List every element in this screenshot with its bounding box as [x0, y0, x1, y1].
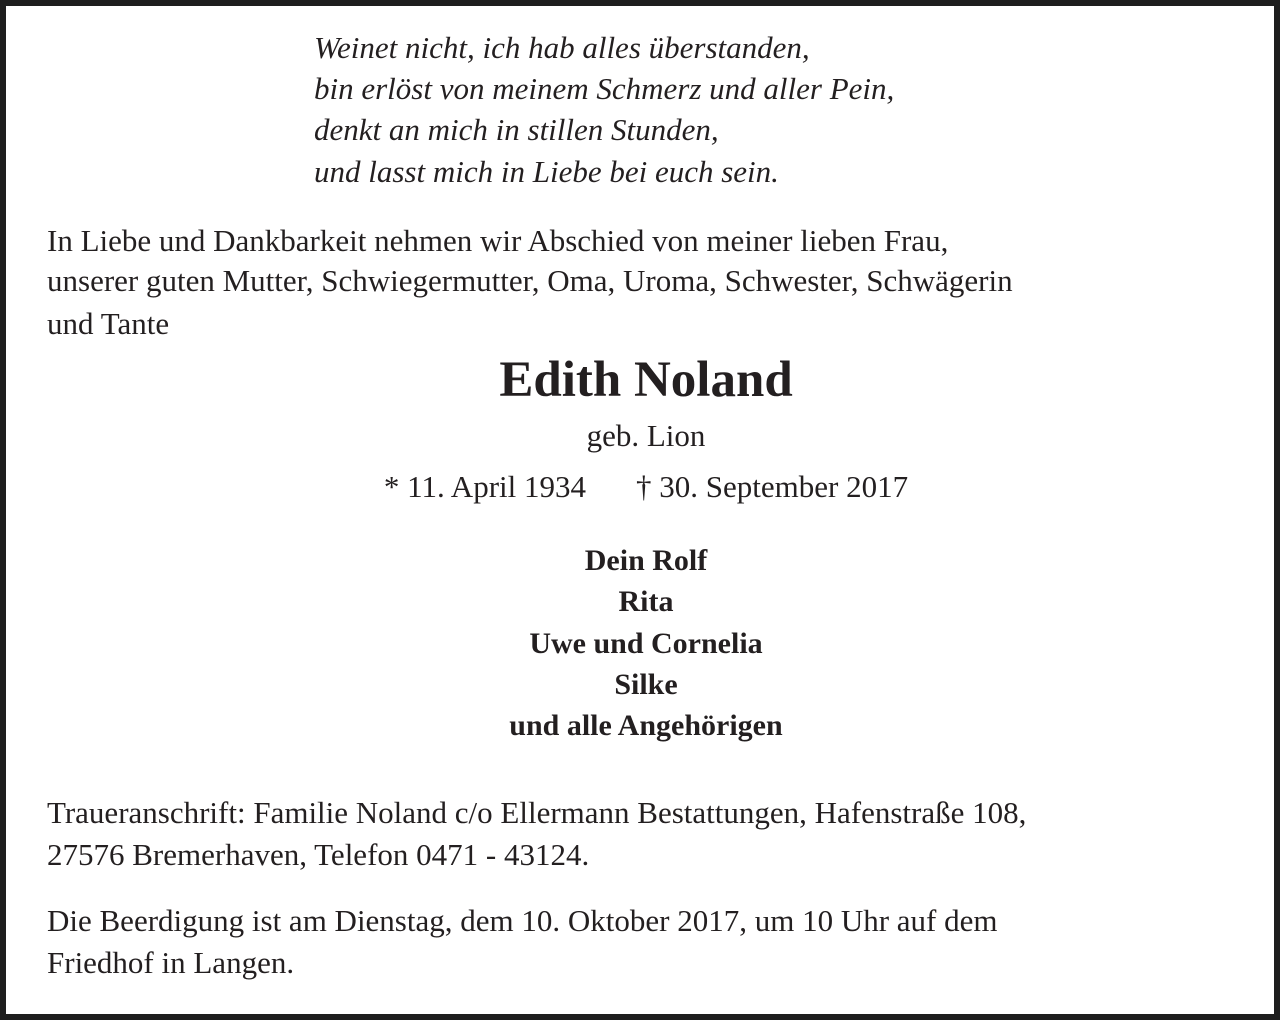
- mourning-address-line: Traueranschrift: Familie Noland c/o Ellermann Bestattungen, Hafenstraße 108,: [47, 795, 1027, 830]
- mourner-name: Dein Rolf: [584, 544, 708, 577]
- poem-line: bin erlöst von meinem Schmerz und aller Pein,: [314, 71, 895, 106]
- intro-line: unserer guten Mutter, Schwiegermutter, Oma, Uroma, Schwester, Schwägerin: [47, 263, 1013, 298]
- funeral-info-line: Friedhof in Langen.: [47, 945, 295, 980]
- mourner-name: Rita: [618, 585, 674, 618]
- deceased-name: Edith Noland: [499, 352, 793, 408]
- intro-line: In Liebe und Dankbarkeit nehmen wir Abschied von meiner lieben Frau,: [47, 223, 949, 258]
- life-dates: [6, 471, 1280, 502]
- poem-line: und lasst mich in Liebe bei euch sein.: [314, 154, 779, 189]
- birth-name: geb. Lion: [586, 418, 706, 453]
- intro-line: und Tante: [47, 306, 170, 341]
- birth-date: * 11. April 1934: [383, 469, 586, 504]
- death-date: † 30. September 2017: [636, 469, 909, 504]
- poem-line: Weinet nicht, ich hab alles überstanden,: [314, 30, 810, 65]
- funeral-info-line: Die Beerdigung ist am Dienstag, dem 10. Oktober 2017, um 10 Uhr auf dem: [47, 903, 998, 938]
- mourner-name: Silke: [614, 668, 678, 701]
- mourning-address-line: 27576 Bremerhaven, Telefon 0471 - 43124.: [47, 837, 590, 872]
- poem-line: denkt an mich in stillen Stunden,: [314, 112, 719, 147]
- mourner-name: und alle Angehörigen: [509, 709, 783, 742]
- mourner-name: Uwe und Cornelia: [529, 627, 763, 660]
